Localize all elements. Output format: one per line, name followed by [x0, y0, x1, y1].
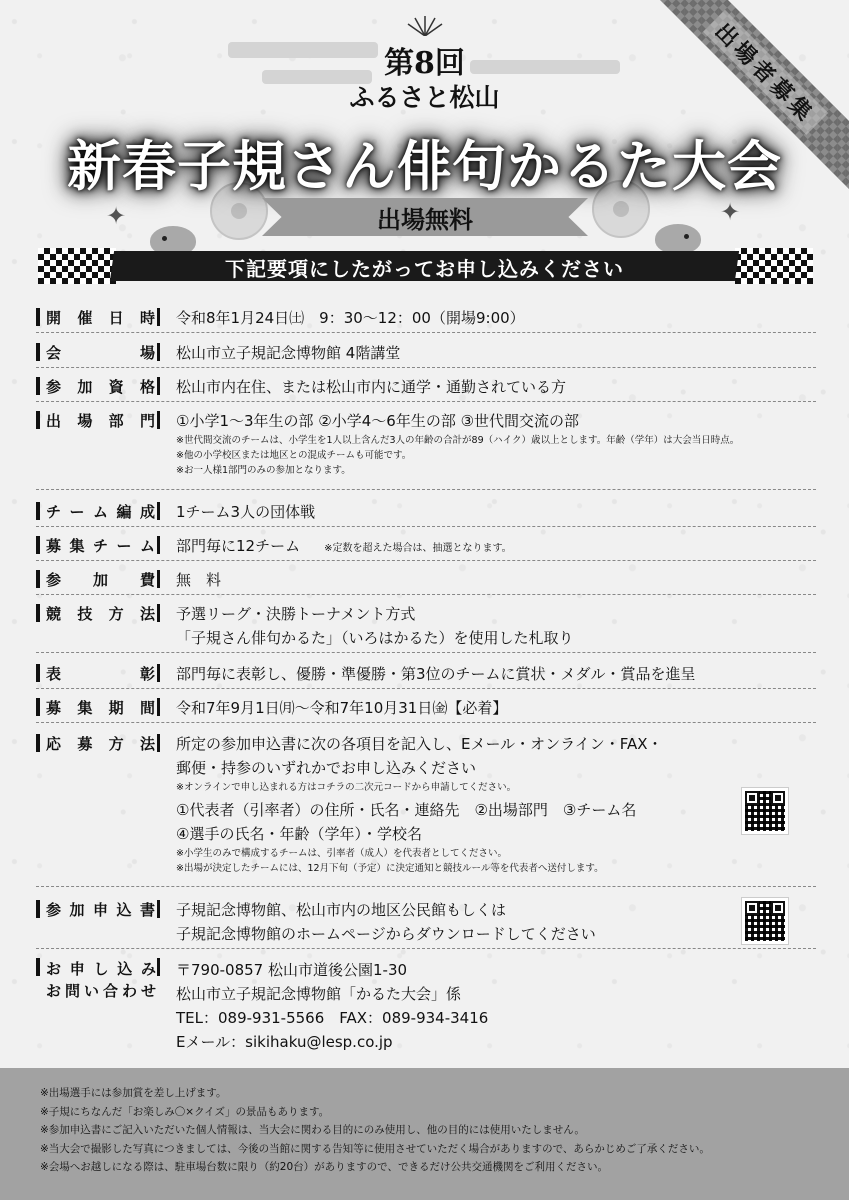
instruction-text: 下記要項にしたがってお申し込みください [225, 257, 624, 281]
divider [36, 722, 816, 723]
divider [36, 886, 816, 887]
footer-note-2: ※子規にちなんだ「お楽しみ〇×クイズ」の景品もあります。 [40, 1105, 330, 1118]
divisions-note-3: ※お一人様1部門のみの参加となります。 [176, 465, 351, 476]
footer-note-1: ※出場選手には参加賞を差し上げます。 [40, 1087, 227, 1099]
row-value: 部門毎に表彰し、優勝・準優勝・第3位のチームに賞状・メダル・賞品を進呈 [176, 665, 696, 683]
row-label: 開催日時 [36, 306, 160, 328]
apply-item-2: ④選手の氏名・年齢（学年）・学校名 [176, 825, 422, 843]
method-line-2: 「子規さん俳句かるた」（いろはかるた）を使用した札取り [176, 629, 574, 647]
recruit-text: 部門毎に12チーム [176, 537, 301, 555]
contact-label-1: お申し込み [46, 960, 157, 978]
row-label: 参加申込書 [36, 898, 160, 920]
ribbon-text: 出場者募集 [703, 9, 828, 134]
main-title: 新春子規さん俳句かるた大会 [67, 134, 782, 198]
footer-note-3: ※参加申込書にご記入いただいた個人情報は、当大会に関わる目的にのみ使用し、他の目的には使用いたしません。 [40, 1124, 585, 1136]
divider [36, 401, 816, 402]
form-line-2: 子規記念博物館のホームページからダウンロードしてください [176, 925, 596, 943]
row-label: 参加費 [36, 568, 160, 590]
row-label [36, 958, 160, 1002]
divider [36, 652, 816, 653]
apply-note-2: ※小学生のみで構成するチームは、引率者（成人）を代表者としてください。 [176, 848, 507, 859]
footer-note-5: ※会場へお越しになる際は、駐車場台数に限り（約20台）がありますので、できるだけ公共交通機関をご利用ください。 [40, 1161, 608, 1173]
contact-email[interactable]: Eメール：sikihaku@lesp.co.jp [176, 1033, 393, 1051]
divider [36, 332, 816, 333]
apply-note-online: ※オンラインで申し込まれる方はコチラの二次元コードから申請してください。 [176, 782, 517, 793]
online-application-qr-code[interactable] [742, 788, 788, 834]
sunburst-icon [405, 14, 445, 36]
recruit-note: ※定数を超えた場合は、抽選となります。 [324, 543, 512, 554]
contact-org: 松山市立子規記念博物館「かるた大会」係 [176, 985, 462, 1003]
row-value: 令和8年1月24日㈯ 9：30～12：00（開場9:00） [176, 309, 525, 327]
subtitle: ふるさと松山 [349, 83, 500, 112]
row-value [176, 898, 816, 946]
row-value [176, 409, 816, 478]
row-label: 募集チーム [36, 534, 160, 556]
row-label: 応募方法 [36, 732, 160, 754]
contact-address: 〒790-0857 松山市道後公園1-30 [176, 961, 408, 979]
divider [36, 948, 816, 949]
row-label: チーム編成 [36, 500, 160, 522]
apply-line-2: 郵便・持参のいずれかでお申し込みください [176, 759, 477, 777]
checker-pattern-right [735, 248, 813, 284]
checker-pattern-left [38, 248, 116, 284]
download-page-qr-code[interactable] [742, 898, 788, 944]
divider [36, 560, 816, 561]
contact-phone: TEL：089-931-5566 FAX：089-934-3416 [176, 1009, 489, 1027]
row-value: 1チーム3人の団体戦 [176, 503, 316, 521]
row-label: 競技方法 [36, 602, 160, 624]
free-badge-text: 出場無料 [377, 205, 473, 234]
divisions-note-2: ※他の小学校区または地区との混成チームも可能です。 [176, 450, 412, 461]
row-value [176, 602, 816, 650]
form-line-1: 子規記念博物館、松山市内の地区公民館もしくは [176, 901, 507, 919]
row-label: 参加資格 [36, 375, 160, 397]
divisions-text: ①小学1～3年生の部 ②小学4～6年生の部 ③世代間交流の部 [176, 412, 580, 430]
bird-icon-right [655, 224, 701, 254]
row-value: 松山市内在住、または松山市内に通学・通勤されている方 [176, 378, 567, 396]
row-value [176, 732, 816, 876]
row-value: 無 料 [176, 571, 222, 589]
apply-note-3: ※出場が決定したチームには、12月下旬（予定）に決定通知と競技ルール等を代表者へ送付します。 [176, 863, 604, 874]
contact-label-2: お問い合わせ [46, 982, 157, 1000]
divider [36, 526, 816, 527]
row-value: 令和7年9月1日㈪～令和7年10月31日㈮【必着】 [176, 699, 508, 717]
divider [36, 594, 816, 595]
footer-notes [40, 1084, 820, 1177]
divisions-note-1: ※世代間交流のチームは、小学生を1人以上含んだ3人の年齢の合計が89（ハイク）歳以上とします。年齢（学年）は大会当日時点。 [176, 435, 740, 446]
apply-line-1: 所定の参加申込書に次の各項目を記入し、Eメール・オンライン・FAX・ [176, 735, 663, 753]
sparkle-icon-right: ✦ [720, 198, 741, 226]
sparkle-icon-left: ✦ [106, 202, 127, 230]
divider [36, 367, 816, 368]
edition-title: 第8回 [384, 46, 465, 81]
row-value [176, 958, 816, 1054]
divider [36, 688, 816, 689]
footer-note-4: ※当大会で撮影した写真につきましては、今後の当館に関する告知等に使用させていただく場合がありますので、あらかじめご了承ください。 [40, 1142, 710, 1155]
row-label: 募集期間 [36, 696, 160, 718]
row-label: 会場 [36, 341, 160, 363]
divider [36, 489, 816, 490]
row-value [176, 534, 816, 561]
row-label: 出場部門 [36, 409, 160, 431]
method-line-1: 予選リーグ・決勝トーナメント方式 [176, 605, 416, 623]
row-value: 松山市立子規記念博物館 4階講堂 [176, 344, 401, 362]
apply-item-1: ①代表者（引率者）の住所・氏名・連絡先 ②出場部門 ③チーム名 [176, 801, 637, 819]
row-label: 表彰 [36, 662, 160, 684]
